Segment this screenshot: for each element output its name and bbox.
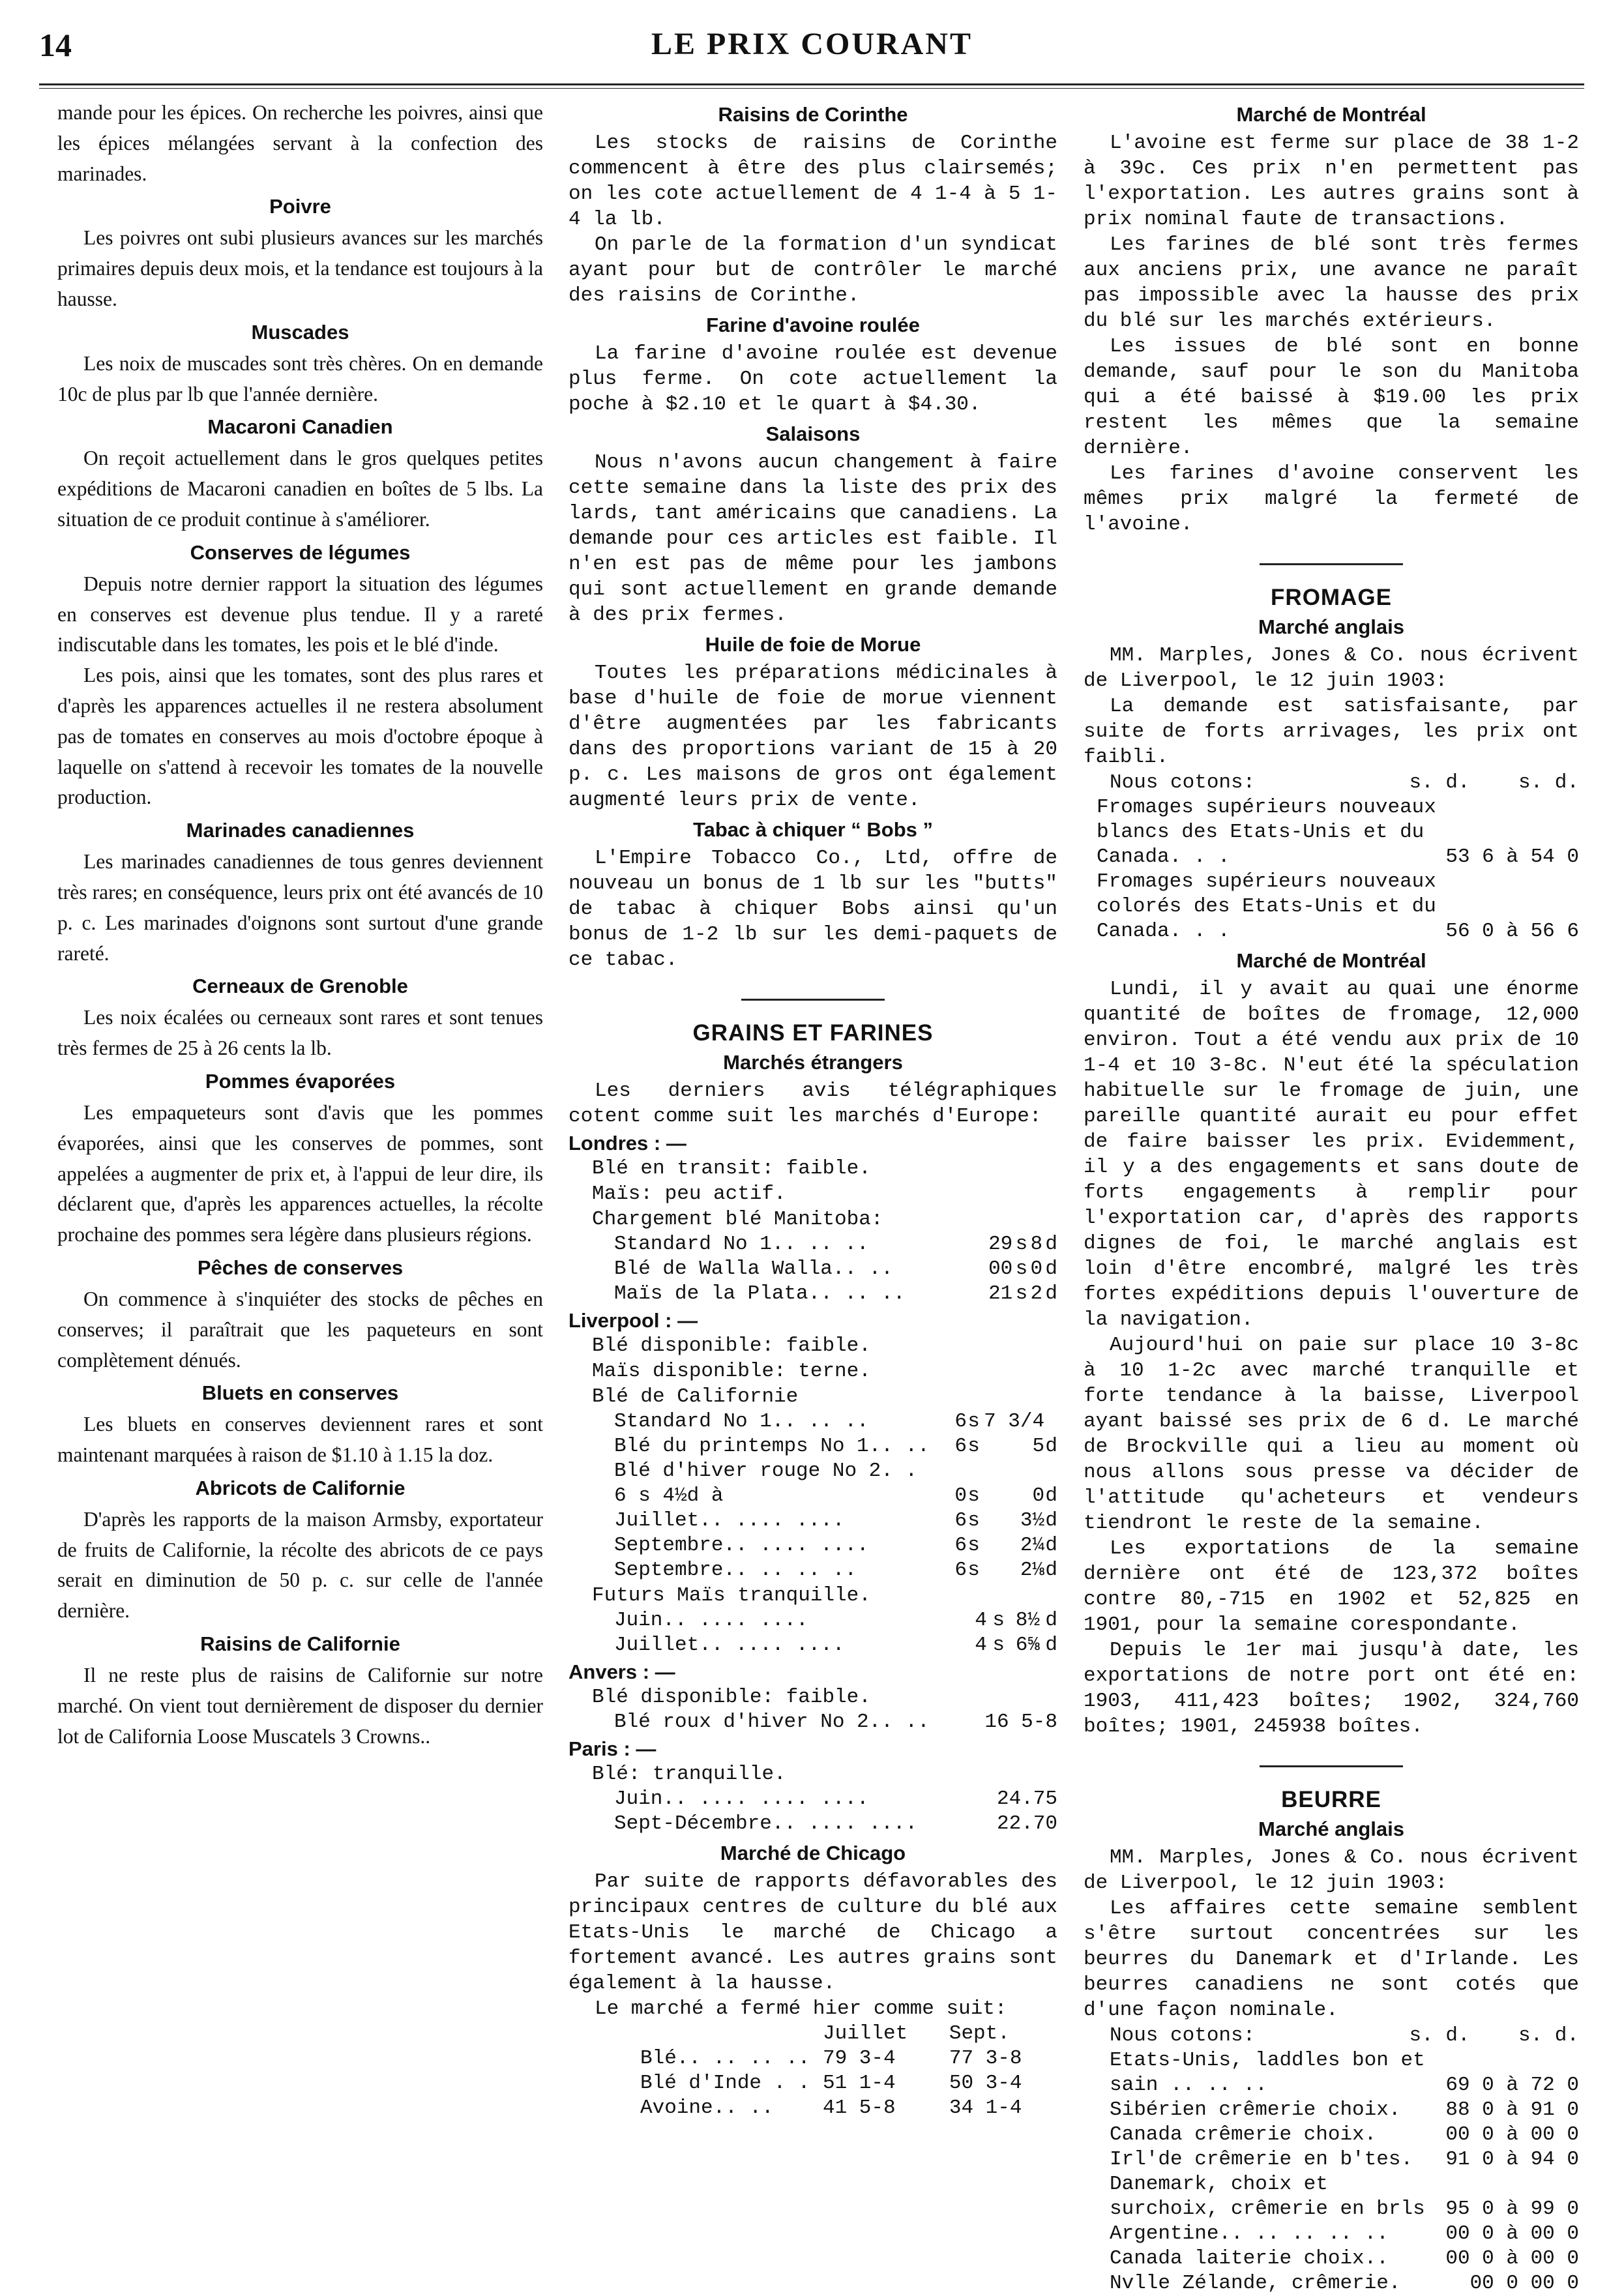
price-label: Fromages supérieurs nouveaux colorés des Etats-Unis et du Canada. . . [1097, 870, 1436, 943]
market-table [568, 1232, 1057, 1306]
table-cell: 0 [1030, 1258, 1043, 1280]
table-cell [967, 1459, 980, 1484]
section-heading: Muscades [251, 320, 349, 344]
table-cell: 34 1-4 [949, 2097, 1022, 2119]
market-table [568, 1409, 1057, 1583]
table-row [1084, 2172, 1579, 2222]
table-row [568, 1282, 1057, 1306]
price-value: 88 0 à 91 0 [1445, 2098, 1579, 2121]
section-paragraph: On reçoit actuellement dans le gros quelques petites expéditions de Macaroni canadien en boîtes de 5 lbs. La situation de ce produit continue à s'améliorer. [57, 447, 543, 531]
section-divider [1260, 1765, 1403, 1767]
table-cell [980, 1459, 1044, 1484]
fromage-montreal-text [1084, 977, 1579, 1739]
section-paragraph: Les noix de muscades sont très chères. On en demande 10c de plus par lb que l'année dernière. [57, 351, 543, 405]
table-cell: 0 [954, 1484, 967, 1507]
section-heading: Cerneaux de Grenoble [192, 975, 408, 998]
sd-label: s. d. [1409, 771, 1470, 794]
section-divider [1260, 563, 1403, 565]
market-name: Londres : — [568, 1132, 687, 1155]
section-paragraph: Les pois, ainsi que les tomates, sont des plus rares et d'après les apparences actuelles il ne restera absolument pas de tomates en conserves au mois d'octobre époque à laquelle on s'attend à recevoir les tomates de la nouvelle production. [57, 664, 543, 809]
market-table [568, 1608, 1057, 1658]
market-name: Paris : — [568, 1737, 657, 1760]
section-heading: Farine d'avoine roulée [706, 314, 920, 336]
table-row [1084, 2048, 1579, 2098]
montreal-grains-text [1084, 130, 1579, 537]
table-cell: 4 [975, 1634, 987, 1656]
section-paragraph: L'Empire Tobacco Co., Ltd, offre de nouveau un bonus de 1 lb sur les "butts" de tabac à chiquer Bobs ainsi qu'un bonus de 1-2 lb sur les demi-paquets de ce tabac. [568, 847, 1057, 971]
table-cell: s [992, 1634, 1005, 1656]
price-label: Fromages supérieurs nouveaux blancs des Etats-Unis et du Canada. . . [1097, 796, 1436, 868]
table-row [568, 2096, 1057, 2121]
table-cell: Maïs de la Plata.. .. .. [614, 1282, 906, 1305]
marches-intro: Les derniers avis télégraphiques cotent comme suit les marchés d'Europe: [568, 1080, 1057, 1128]
market-name: Liverpool : — [568, 1309, 698, 1332]
table-cell: Blé de Walla Walla.. .. [614, 1258, 893, 1280]
table-cell: 8½ [1015, 1609, 1040, 1632]
table-row [568, 1409, 1057, 1434]
table-cell: 0 [1032, 1484, 1045, 1507]
section-paragraph: D'après les rapports de la maison Armsby, exportateur de fruits de Californie, la récolte des abricots de ce pays serait en diminution de 50 p. c. sur celle de l'année dernière. [57, 1507, 543, 1623]
price-value: 00 0 à 00 0 [1445, 2222, 1579, 2245]
section-paragraph: Depuis notre dernier rapport la situation des légumes en conserves est devenue plus tendue. Il y a rareté indiscutable dans les tomates, les pois et le blé d'inde. [57, 572, 543, 656]
table-cell: 29 [988, 1233, 1013, 1256]
market-line: Blé: tranquille. [592, 1763, 786, 1786]
table-cell [954, 1459, 967, 1484]
table-cell: 2⅛ [1020, 1559, 1045, 1582]
paragraph: L'avoine est ferme sur place de 38 1-2 à 39c. Ces prix n'en permettent pas l'exportation. Les autres grains sont à prix nominal faute de transactions. [1084, 132, 1579, 231]
table-cell: s [967, 1534, 980, 1557]
table-row [1084, 795, 1579, 870]
col-juillet: Juillet [823, 2022, 908, 2045]
table-cell: 00 [988, 1258, 1013, 1280]
col-sept: Sept. [949, 2022, 1010, 2045]
table-cell: 6 [954, 1410, 967, 1433]
market-line: Chargement blé Manitoba: [592, 1208, 883, 1231]
table-cell: Blé du printemps No 1.. .. [614, 1435, 930, 1458]
table-cell: Blé.. .. .. .. [640, 2047, 810, 2070]
table-cell: 6 [954, 1435, 967, 1458]
column-1 [57, 98, 543, 1752]
table-cell: 16 5-8 [984, 1711, 1057, 1733]
table-cell: 4 [975, 1609, 987, 1632]
table-cell: 21 [988, 1282, 1013, 1305]
chicago-table [568, 2022, 1057, 2121]
table-row [568, 1257, 1057, 1282]
section-paragraph: Il ne reste plus de raisins de Californie sur notre marché. On vient tout dernièrement de disposer du dernier lot de California Loose Muscatels 3 Crowns.. [57, 1664, 543, 1748]
table-row [568, 1608, 1057, 1633]
table-cell: 6⅝ [1015, 1634, 1040, 1656]
beurre-anglais-heading: Marché anglais [1258, 1818, 1404, 1840]
beurre-intro: MM. Marples, Jones & Co. nous écrivent de Liverpool, le 12 juin 1903: [1084, 1846, 1579, 1894]
section-heading: Huile de foie de Morue [705, 633, 921, 656]
price-value: 69 0 à 72 0 [1445, 2074, 1579, 2097]
table-cell: s [967, 1410, 980, 1433]
sd-label: s. d. [1409, 2024, 1470, 2047]
sd-label: s. d. [1518, 2024, 1579, 2047]
table-row [568, 1710, 1057, 1735]
beurre-title: BEURRE [1281, 1787, 1381, 1812]
table-cell: 3½ [1020, 1509, 1045, 1532]
section-paragraph: Les stocks de raisins de Corinthe commencent à être des plus clairsemés; on les cote actuellement de 4 1-4 à 5 1-4 la lb. [568, 132, 1057, 231]
table-row [568, 1484, 1057, 1509]
table-cell: Juin.. .... .... .... [614, 1788, 869, 1810]
table-cell: 22.70 [996, 1812, 1057, 1835]
table-row [568, 1509, 1057, 1533]
table-row [568, 1434, 1057, 1459]
paragraph: Les farines de blé sont très fermes aux anciens prix, une avance ne paraît pas impossible avec la hausse des prix du blé sur les marchés extérieurs. [1084, 233, 1579, 332]
table-cell: d [1045, 1509, 1057, 1532]
table-row [568, 1812, 1057, 1836]
futures-line: Futurs Maïs tranquille. [592, 1584, 871, 1607]
table-cell: d [1045, 1559, 1057, 1582]
section-heading: Marinades canadiennes [186, 819, 415, 842]
table-cell: d [1045, 1435, 1057, 1458]
section-heading: Raisins de Corinthe [718, 103, 908, 126]
price-value: 00 0 00 0 [1469, 2272, 1579, 2295]
table-cell: 51 1-4 [823, 2072, 896, 2095]
table-row [568, 2071, 1057, 2096]
section-heading: Tabac à chiquer “ Bobs ” [692, 818, 934, 841]
table-cell: 8 [1030, 1233, 1043, 1256]
column-2 [568, 98, 1057, 2121]
table-row [1084, 2222, 1579, 2246]
fromage-prices-header [1084, 770, 1579, 795]
table-cell: Juillet.. .... .... [614, 1634, 845, 1656]
price-label: Nvlle Zélande, crêmerie. [1110, 2272, 1401, 2295]
chicago-heading: Marché de Chicago [720, 1842, 906, 1864]
table-row [568, 1459, 1057, 1484]
table-cell [1044, 1409, 1057, 1434]
table-cell: s [1015, 1258, 1028, 1280]
foreign-markets [568, 1130, 1057, 1836]
table-cell: Juillet.. .... .... [614, 1509, 845, 1532]
paragraph: Les exportations de la semaine dernière ont été de 123,372 boîtes contre 80,-715 en 1902 et 52,825 en 1901, pour la semaine corespondante. [1084, 1537, 1579, 1636]
market-table [568, 1710, 1057, 1735]
header-rule [39, 83, 1584, 89]
section-heading: Pommes évaporées [205, 1069, 396, 1093]
table-cell: 6 [954, 1509, 967, 1532]
table-cell: 6 [954, 1559, 967, 1582]
nous-cotons: Nous cotons: [1110, 2024, 1256, 2047]
table-cell: 2 [1030, 1282, 1043, 1305]
price-label: Sibérien crêmerie choix. [1110, 2098, 1401, 2121]
table-row [568, 1558, 1057, 1583]
table-cell: d [1045, 1634, 1057, 1656]
table-cell: d [1045, 1534, 1057, 1557]
section-paragraph: Les poivres ont subi plusieurs avances sur les marchés primaires depuis deux mois, et la tendance est toujours à la hausse. [57, 226, 543, 310]
paragraph: Lundi, il y avait au quai une énorme quantité de boîtes de fromage, 12,000 environ. Tout a été vendu aux prix de 10 1-4 et 10 3-8c. N'eut été la spéculation habituelle sur le fromage de juin, une pareille quantité aurait eu pour effet de faire baisser les prix. Evidemment, il y a des engagements et sans doute de forts engagements à remplir pour l'exportation car, d'après des rapports dignes de foi, le marché anglais est loin d'être encombré, malgré les très fortes expéditions depuis l'ouverture de la navigation. [1084, 978, 1579, 1331]
price-value: 53 6 à 54 0 [1445, 846, 1579, 868]
price-label: Irl'de crêmerie en b'tes. [1110, 2148, 1413, 2171]
market-table [568, 1787, 1057, 1836]
section-paragraph: Nous n'avons aucun changement à faire cette semaine dans la liste des prix des lards, tant américains que canadiens. La demande pour ces articles est faible. Il n'en est pas de même pour les jambons qui sont actuellement en grande demande à des prix fermes. [568, 451, 1057, 626]
table-row [1084, 2246, 1579, 2271]
table-cell: Blé d'hiver rouge No 2. . [614, 1460, 918, 1482]
price-value: 95 0 à 99 0 [1445, 2198, 1579, 2220]
table-cell: s [992, 1609, 1005, 1632]
table-row [1084, 2098, 1579, 2123]
paragraph: Les farines d'avoine conservent les mêmes prix malgré la fermeté de l'avoine. [1084, 462, 1579, 536]
fromage-prices-table [1084, 795, 1579, 944]
table-row [568, 1533, 1057, 1558]
table-cell: s [967, 1435, 980, 1458]
section-paragraph: On commence à s'inquiéter des stocks de pêches en conserves; il paraîtrait que les paqueteurs en sont complètement dénués. [57, 1287, 543, 1372]
table-cell: s [1015, 1233, 1028, 1256]
price-label: Canada crêmerie choix. [1110, 2123, 1377, 2146]
section-paragraph: La farine d'avoine roulée est devenue plus ferme. On cote actuellement la poche à $2.10 et le quart à $4.30. [568, 342, 1057, 416]
table-cell: Blé roux d'hiver No 2.. .. [614, 1711, 930, 1733]
section-heading: Raisins de Californie [200, 1632, 400, 1656]
market-line: Maïs: peu actif. [592, 1183, 786, 1205]
table-cell: Standard No 1.. .. .. [614, 1410, 869, 1433]
table-cell: 2¼ [1020, 1534, 1045, 1557]
fromage-intro: MM. Marples, Jones & Co. nous écrivent de Liverpool, le 12 juin 1903: [1084, 644, 1579, 692]
price-label: Canada laiterie choix.. [1110, 2247, 1389, 2270]
table-cell: d [1045, 1484, 1057, 1507]
chicago-paragraph: Par suite de rapports défavorables des principaux centres de culture du blé aux Etats-Unis le marché de Chicago a fortement avancé. Les autres grains sont également à la hausse. [568, 1870, 1057, 1995]
price-value: 00 0 à 00 0 [1445, 2247, 1579, 2270]
table-cell: Juin.. .... .... [614, 1609, 808, 1632]
table-cell: 6 s 4½d à [614, 1484, 724, 1507]
price-value: 56 0 à 56 6 [1445, 920, 1579, 943]
table-row [568, 1633, 1057, 1658]
section-heading: Macaroni Canadien [207, 415, 393, 439]
table-cell: d [1045, 1258, 1057, 1280]
section-paragraph: Les marinades canadiennes de tous genres deviennent très rares; en conséquence, leurs prix ont été avancés de 10 p. c. Les marinades d'oignons sont surtout d'une grande rareté. [57, 850, 543, 965]
market-line: Blé disponible: faible. [592, 1686, 871, 1709]
price-label: Argentine.. .. .. .. .. [1110, 2222, 1389, 2245]
market-line: Blé de Californie [592, 1385, 799, 1408]
beurre-prices-header [1084, 2023, 1579, 2048]
table-cell: Avoine.. .. [640, 2097, 774, 2119]
table-cell: 41 5-8 [823, 2097, 896, 2119]
intro-paragraph: mande pour les épices. On recherche les poivres, ainsi que les épices mélangées servant à la confection des marinades. [57, 101, 543, 185]
section-heading: Poivre [269, 195, 331, 218]
column-2-sections [568, 102, 1057, 973]
table-cell: s [967, 1509, 980, 1532]
table-cell: d [1045, 1233, 1057, 1256]
fromage-title: FROMAGE [1271, 585, 1392, 610]
table-cell: s [967, 1559, 980, 1582]
table-cell: 50 3-4 [949, 2072, 1022, 2095]
table-cell: 5 [1032, 1435, 1045, 1458]
beurre-paragraph: Les affaires cette semaine semblent s'être surtout concentrées sur les beurres du Danemark et d'Irlande. Les beurres canadiens ne sont cotés que d'une façon nominale. [1084, 1897, 1579, 2022]
fromage-montreal-heading: Marché de Montréal [1236, 949, 1426, 972]
table-cell: d [1045, 1609, 1057, 1632]
market-line: Maïs disponible: terne. [592, 1360, 871, 1383]
table-cell: 79 3-4 [823, 2047, 896, 2070]
page-number: 14 [39, 27, 72, 63]
table-cell: 6 [954, 1534, 967, 1557]
table-row [1084, 2147, 1579, 2172]
paragraph: Les issues de blé sont en bonne demande, sauf pour le son du Manitoba qui a été baissé à $19.00 les prix restent les mêmes que la semaine dernière. [1084, 335, 1579, 460]
market-line: Blé en transit: faible. [592, 1157, 871, 1180]
table-cell [1044, 1459, 1057, 1484]
section-heading: Conserves de légumes [190, 540, 411, 564]
price-label: Danemark, choix et surchoix, crêmerie en brls [1110, 2173, 1425, 2220]
section-divider [741, 999, 885, 1001]
section-paragraph: Les noix écalées ou cerneaux sont rares et sont tenues très fermes de 25 à 26 cents la lb. [57, 1006, 543, 1060]
section-heading: Bluets en conserves [201, 1381, 399, 1405]
section-heading: Abricots de Californie [195, 1476, 406, 1499]
nous-cotons: Nous cotons: [1110, 771, 1256, 794]
table-cell: Septembre.. .. .. .. [614, 1559, 857, 1582]
table-cell: Blé d'Inde . . [640, 2072, 810, 2095]
price-label: Etats-Unis, laddles bon et sain .. .. .. [1110, 2049, 1425, 2097]
sd-label: s. d. [1518, 771, 1579, 794]
column-3 [1084, 98, 1579, 2296]
market-line: Blé disponible: faible. [592, 1334, 871, 1357]
section-paragraph: Toutes les préparations médicinales à base d'huile de foie de morue viennent d'être augmentées par les fabricants dans des proportions variant de 15 à 20 p. c. Les maisons de gros ont également augmenté leurs prix de vente. [568, 662, 1057, 812]
paragraph: Aujourd'hui on paie sur place 10 3-8c à 10 1-2c avec marché tranquille et forte tendance à la baisse, Liverpool ayant baissé ses prix de 6 d. Le marché de Brockville qui a lieu au moment où nous allons sous presse va décider de l'attitude qu'acheteurs et vendeurs tiendront le reste de la semaine. [1084, 1334, 1579, 1535]
price-value: 91 0 à 94 0 [1445, 2148, 1579, 2171]
marches-etrangers-heading: Marchés étrangers [723, 1051, 903, 1074]
chicago-closed: Le marché a fermé hier comme suit: [595, 1997, 1007, 2020]
grains-title: GRAINS ET FARINES [692, 1020, 934, 1046]
fromage-anglais-heading: Marché anglais [1258, 615, 1404, 638]
page-title: LE PRIX COURANT [651, 27, 973, 61]
fromage-demand: La demande est satisfaisante, par suite de forts arrivages, les prix ont faibli. [1084, 695, 1579, 769]
section-heading: Salaisons [765, 422, 861, 445]
table-cell: 77 3-8 [949, 2047, 1022, 2070]
table-row [1084, 2123, 1579, 2147]
beurre-prices-table [1084, 2048, 1579, 2296]
table-cell: s [967, 1484, 980, 1507]
table-cell: s [1015, 1282, 1028, 1305]
table-row [568, 1787, 1057, 1812]
column-1-sections [57, 192, 543, 1752]
price-value: 00 0 à 00 0 [1445, 2123, 1579, 2146]
section-heading: Pêches de conserves [197, 1256, 404, 1279]
table-cell: d [1045, 1282, 1057, 1305]
table-row [1084, 870, 1579, 944]
section-paragraph: Les empaqueteurs sont d'avis que les pommes évaporées, ainsi que les conserves de pommes, sont appelées a augmenter de prix et, à l'appui de leur dire, ils déclarent que, d'après les apparences actuelles, la récolte prochaine des pommes sera légère dans plusieurs régions. [57, 1100, 543, 1246]
table-row [568, 2046, 1057, 2071]
table-row [568, 1232, 1057, 1257]
table-cell: 7 3/4 [984, 1410, 1045, 1433]
montreal-grains-heading: Marché de Montréal [1236, 103, 1426, 126]
table-cell: 24.75 [996, 1788, 1057, 1810]
section-paragraph: On parle de la formation d'un syndicat ayant pour but de contrôler le marché des raisins de Corinthe. [568, 233, 1057, 307]
section-paragraph: Les bluets en conserves deviennent rares et sont maintenant marquées à raison de $1.10 à 1.15 la doz. [57, 1413, 543, 1467]
table-cell: Septembre.. .... .... [614, 1534, 869, 1557]
table-row [1084, 2271, 1579, 2296]
table-cell: Sept-Décembre.. .... .... [614, 1812, 918, 1835]
market-name: Anvers : — [568, 1660, 675, 1683]
paragraph: Depuis le 1er mai jusqu'à date, les exportations de notre port ont été en: 1903, 411,423 boîtes; 1902, 324,760 boîtes; 1901, 245938 boîtes. [1084, 1639, 1579, 1738]
table-cell: Standard No 1.. .. .. [614, 1233, 869, 1256]
